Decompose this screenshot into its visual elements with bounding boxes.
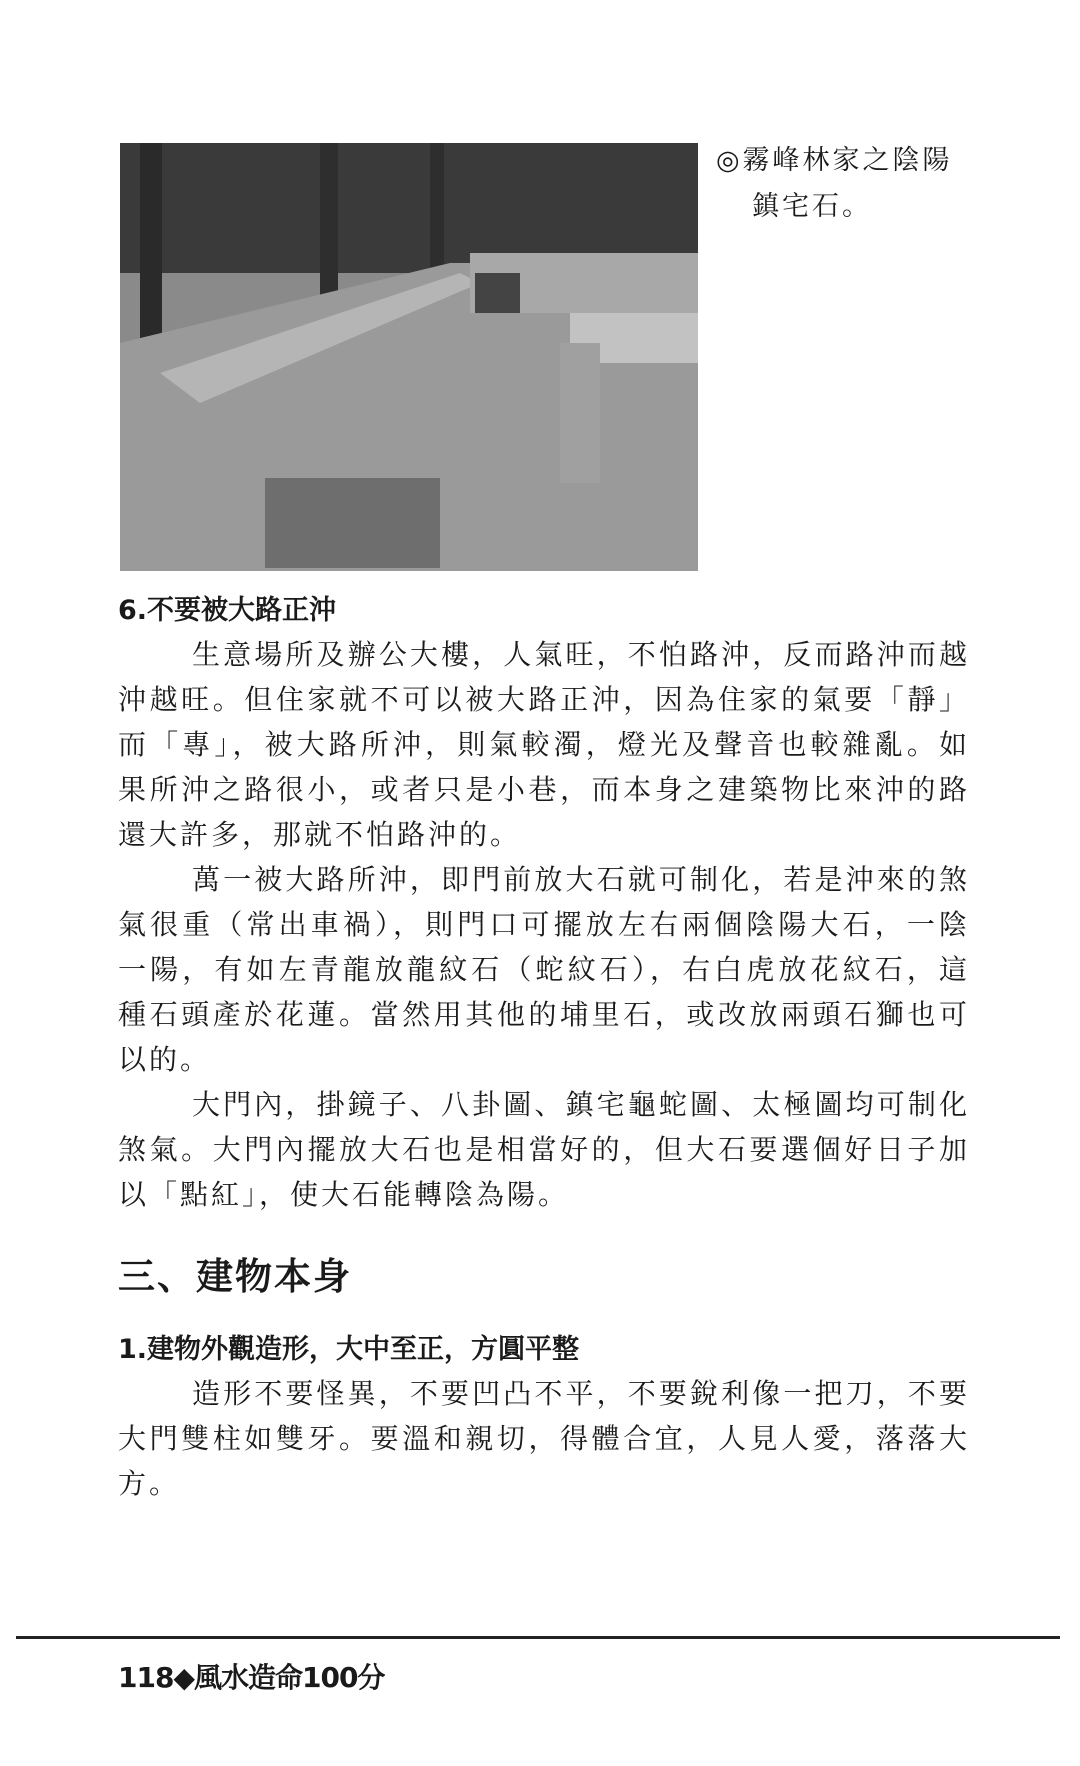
paragraph: 生意場所及辦公大樓，人氣旺，不怕路沖，反而路沖而越沖越旺。但住家就不可以被大路正沖，因為住家的氣要「靜」而「專」，被大路所沖，則氣較濁，燈光及聲音也較雜亂。如果所沖之路很小，或者只是小巷，而本身之建築物比來沖的路還大許多，那就不怕路沖的。 — [118, 638, 970, 851]
footer-rule — [16, 1636, 1060, 1639]
paragraph: 造形不要怪異，不要凹凸不平，不要銳利像一把刀，不要大門雙柱如雙牙。要溫和親切，得體合宜，人見人愛，落落大方。 — [118, 1377, 970, 1500]
photo-caption — [716, 138, 976, 230]
subheading-6: 6.不要被大路正沖 — [118, 595, 337, 626]
main-text — [118, 590, 970, 1506]
caption-line-2: 鎮宅石。 — [752, 191, 872, 222]
caption-line-1: ◎霧峰林家之陰陽 — [716, 145, 953, 176]
courtyard-photo — [120, 143, 698, 571]
paragraph: 大門內，掛鏡子、八卦圖、鎮宅龜蛇圖、太極圖均可制化煞氣。大門內擺放大石也是相當好的，但大石要選個好日子加以「點紅」，使大石能轉陰為陽。 — [118, 1088, 970, 1211]
page-footer: 118◆風水造命100分 — [118, 1661, 385, 1694]
paragraph: 萬一被大路所沖，即門前放大石就可制化，若是沖來的煞氣很重（常出車禍），則門口可擺放左右兩個陰陽大石，一陰一陽，有如左青龍放龍紋石（蛇紋石），右白虎放花紋石，這種石頭產於花蓮。當然用其他的埔里石，或改放兩頭石獅也可以的。 — [118, 863, 970, 1076]
section-heading: 三、建物本身 — [118, 1255, 352, 1298]
subheading-1: 1.建物外觀造形，大中至正，方圓平整 — [118, 1334, 580, 1365]
